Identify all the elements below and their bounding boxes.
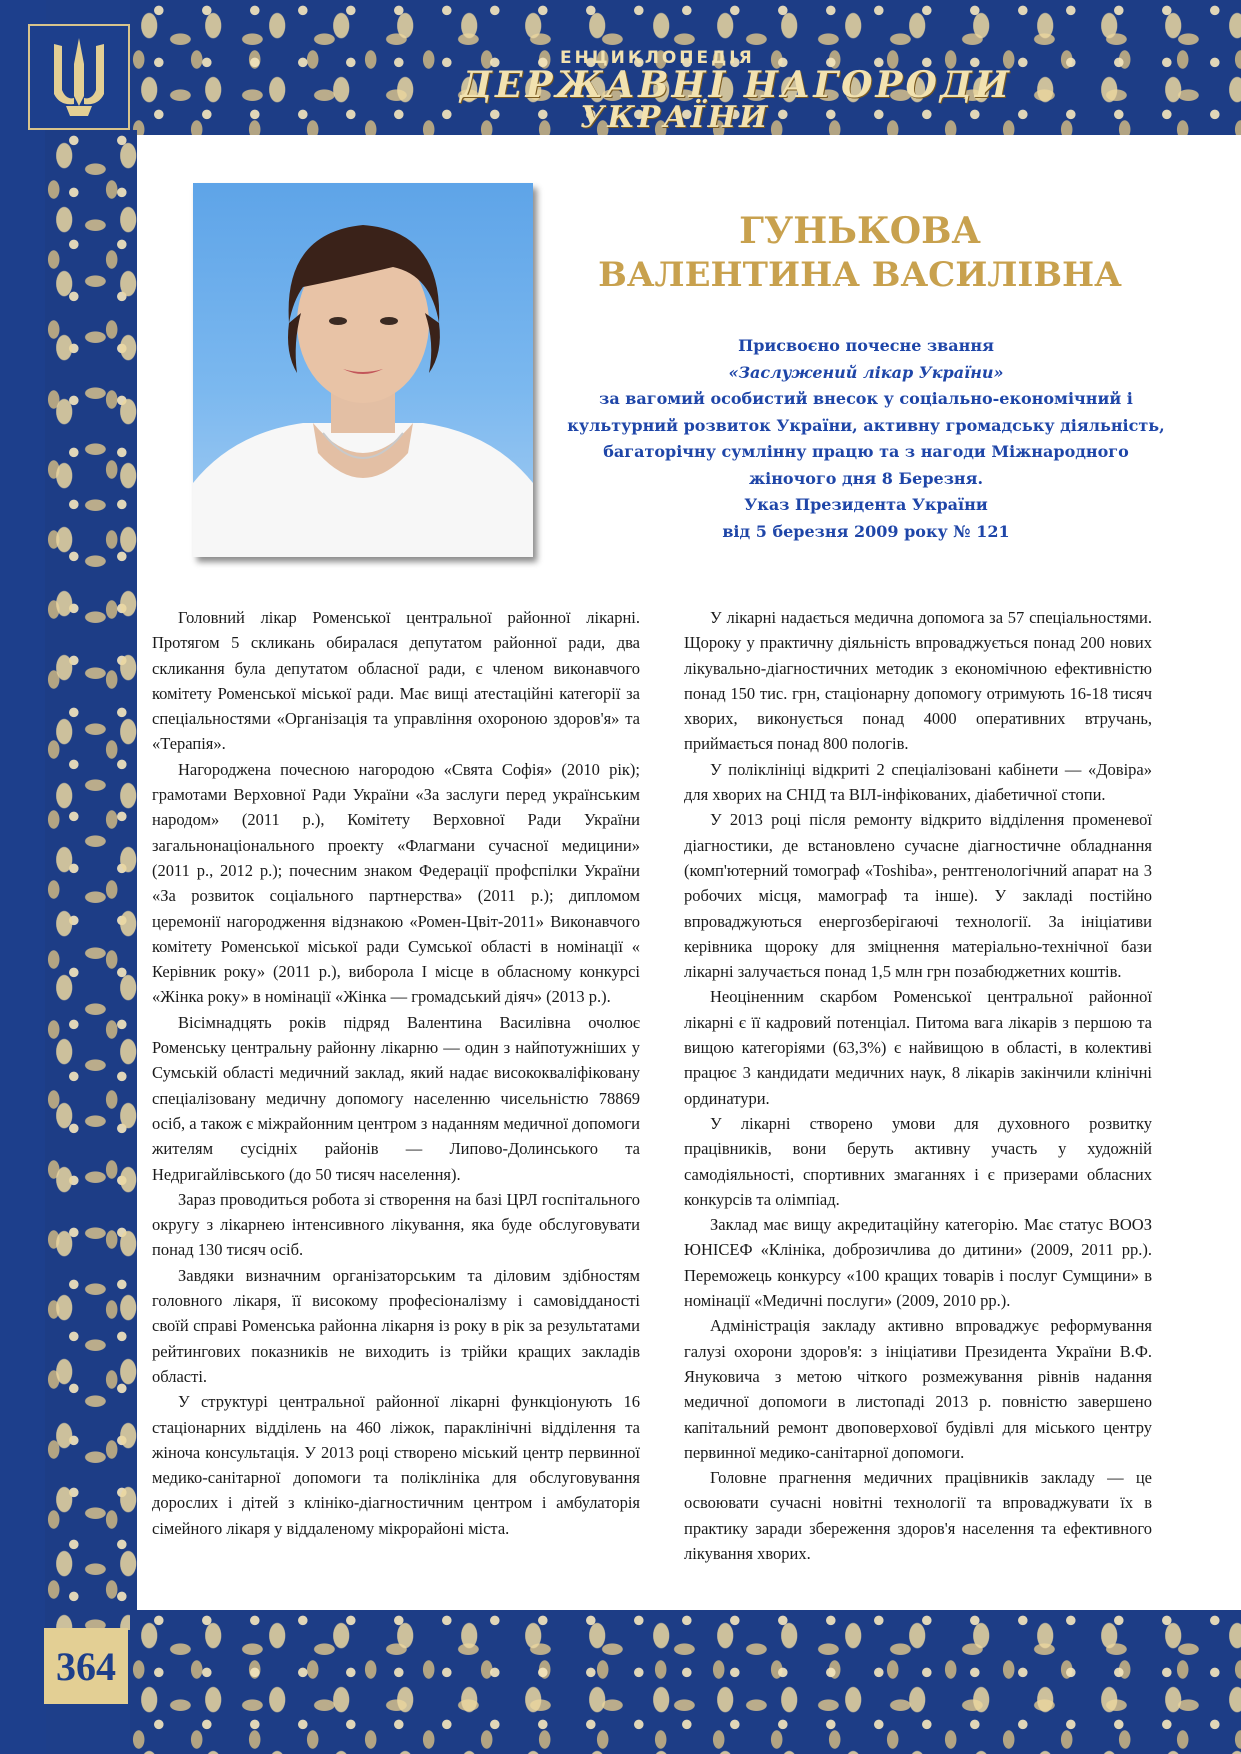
paragraph: У структурі центральної районної лікарні функціонують 16 стаціонарних відділень на 460 ліжок, параклінічні відділення та жіноча консультація. У 2013 році створено міський центр первинної медико-санітарної допомоги та поліклініка для обслуговування дорослих і дітей з клініко-діагностичним центром і амбулаторія сімейного лікаря у віддаленому мікрорайоні міста. <box>152 1392 640 1538</box>
bottom-ornament-band <box>130 1610 1241 1754</box>
encyclopedia-label: ЕНЦИКЛОПЕДІЯ <box>560 48 755 68</box>
award-line: за вагомий особистий внесок у соціально-економічний і <box>599 389 1133 408</box>
award-line: багаторічну сумлінну працю та з нагоди Міжнародного <box>603 442 1129 461</box>
award-block <box>566 333 1166 545</box>
portrait-illustration <box>193 183 533 557</box>
paragraph: Адміністрація закладу активно впроваджує реформування галузі охорони здоров'я: з ініціативи Президента України В.Ф. Януковича з метою чіткого розмежування рівнів надання медичної допомоги в листопаді 2013 р. повністю завершено капітальний ремонт двоповерхової будівлі для міського центру первинної медико-санітарної допомоги. <box>684 1316 1152 1462</box>
body-column-right <box>684 605 1152 1566</box>
person-surname: ГУНЬКОВА <box>739 210 981 252</box>
left-ornament-band <box>45 130 137 1630</box>
award-line: жіночого дня 8 Березня. <box>748 468 984 488</box>
body-column-left <box>152 605 640 1541</box>
publication-title-line2: УКРАЇНИ <box>580 100 771 135</box>
paragraph: Вісімнадцять років підряд Валентина Василівна очолює Роменську центральну районну лікарню — один з найпотужніших у Сумській області медичний заклад, який надає висококваліфіковану спеціалізовану медичну допомогу населенню чисельністю 78869 осіб, а також є міжрайонним центром з наданням медичної допомоги жителям сусідніх районів — Липово-Долинського та Недригайлівського (до 50 тисяч населення). <box>152 1012 640 1184</box>
paragraph: Головне прагнення медичних працівників закладу — це освоювати сучасні новітні технології та впроваджувати їх в практику заради збереження здоров'я населення та ефективного лікування хворих. <box>684 1468 1152 1563</box>
paragraph: У лікарні створено умови для духовного розвитку працівників, вони беруть активну участь у художній самодіяльності, спортивних змаганнях і є призерами обласних конкурсів та олімпіад. <box>684 1113 1152 1209</box>
paragraph: Головний лікар Роменської центральної районної лікарні. Протягом 5 скликань обиралася депутатом районної ради, два скликання була депутатом обласної ради, є членом виконавчого комітету Роменської міської ради. Має вищі атестаційні категорії за спеціальностями «Організація та управління охороною здоров'я» та «Терапія». <box>152 608 640 754</box>
decree-date: від 5 березня 2009 року № 121 <box>722 521 1010 541</box>
emblem-frame <box>28 24 130 130</box>
paragraph: У 2013 році після ремонту відкрито відділення променевої діагностики, де встановлено сучасне діагностичне обладнання (комп'ютерний томограф «Toshiba», рентгенологічний апарат на 3 робочих місця, мамограф та інше). У закладі постійно впроваджуються енергозберігаючі технології. За ініціативи керівника щороку для зміцнення матеріально-технічної бази лікарні залучається понад 1,5 млн грн позабюджетних коштів. <box>684 810 1152 982</box>
award-title: «Заслужений лікар України» <box>728 362 1004 382</box>
page-number: 364 <box>44 1628 128 1704</box>
left-frame-stripe <box>0 0 46 1754</box>
publication-title-line1: ДЕРЖАВНІ НАГОРОДИ <box>460 64 1012 106</box>
paragraph: У лікарні надається медична допомога за 57 спеціальностями. Щороку у практичну діяльність впроваджується понад 200 нових лікувально-діагностичних методик з економічною ефективністю понад 150 тис. грн, стаціонарну допомогу отримують 16-18 тисяч хворих, виконується понад 4000 оперативних втручань, приймається понад 800 пологів. <box>684 608 1152 754</box>
award-line: культурний розвиток України, активну громадську діяльність, <box>567 415 1165 435</box>
paragraph: У поліклініці відкриті 2 спеціалізовані кабінети — «Довіра» для хворих на СНІД та ВІЛ-інфікованих, діабетичної стопи. <box>684 759 1152 805</box>
paragraph: Нагороджена почесною нагородою «Свята Софія» (2010 рік); грамотами Верховної Ради України «За заслуги перед українським народом» (2011 р.), Комітету Верховної Ради України загальнонаціонального проекту «Флагмани сучасної медицини» (2011 р., 2012 р.); почесним знаком Федерації профспілки України «За розвиток соціального партнерства» (2011 р.); дипломом церемонії нагородження відзнакою «Ромен-Цвіт-2011» Виконавчого комітету Роменської міської ради Сумської області в номінації « Керівник року» (2011 р.), виборола І місце в обласному конкурсі «Жінка року» в номінації «Жінка — громадський діяч» (2013 р.). <box>152 759 640 1007</box>
decree-title: Указ Президента України <box>744 495 988 514</box>
person-given-names: ВАЛЕНТИНА ВАСИЛІВНА <box>598 255 1122 295</box>
paragraph: Неоціненним скарбом Роменської центральної районної лікарні є її кадровий потенціал. Питома вага лікарів з першою та вищою категоріями (63,3%) є найвищою в області, в колективі працює 3 кандидати медичних наук, 8 лікарів закінчили клінічні ординатури. <box>684 987 1152 1108</box>
paragraph: Заклад має вищу акредитаційну категорію. Має статус ВООЗ ЮНІСЕФ «Клініка, доброзичлива до дитини» (2009, 2011 рр.). Переможець конкурсу «100 кращих товарів і послуг Сумщини» в номінації «Медичні послуги» (2009, 2010 рр.). <box>684 1215 1152 1311</box>
paragraph: Зараз проводиться робота зі створення на базі ЦРЛ госпітального округу з лікарнею інтенсивного лікування, яка буде обслуговувати понад 130 тисяч осіб. <box>152 1189 640 1260</box>
trident-emblem-icon <box>48 34 110 120</box>
paragraph: Завдяки визначним організаторським та діловим здібностям головного лікаря, її високому професіоналізму і самовідданості своїй справі Роменська районна лікарня із року в рік за результатами рейтингових показників не виходить із трійки кращих закладів області. <box>152 1265 640 1386</box>
portrait-photo <box>193 183 533 557</box>
award-line: Присвоєно почесне звання <box>738 336 994 355</box>
